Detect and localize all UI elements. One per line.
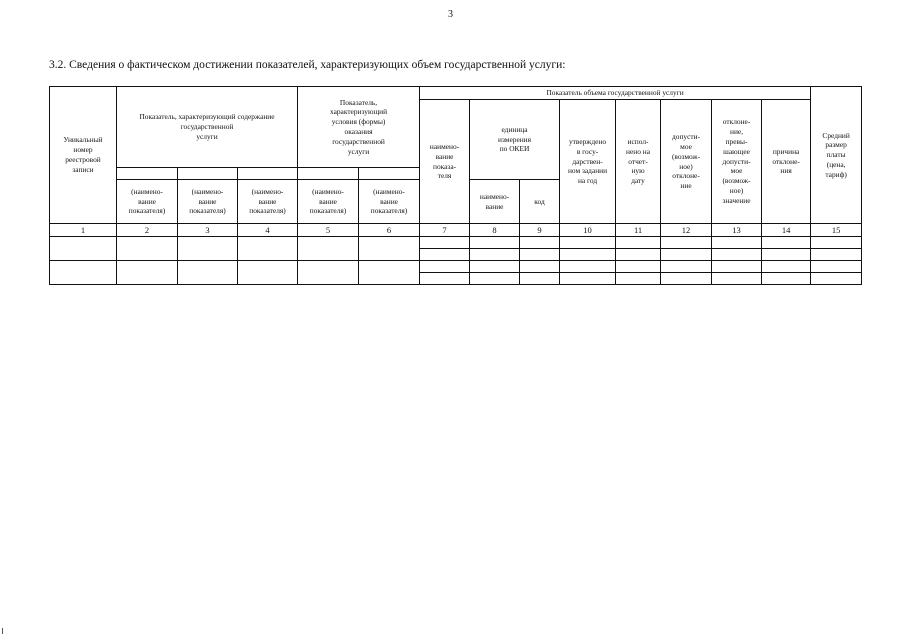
table-cell: [520, 237, 560, 249]
table-cell: [712, 273, 762, 285]
column-number: 6: [359, 224, 420, 237]
table-cell: [520, 261, 560, 273]
table-cell: [50, 261, 117, 285]
header-sub-indicator-name: (наимено- вание показателя): [117, 180, 178, 224]
table-cell: [298, 261, 359, 285]
column-number: 4: [238, 224, 298, 237]
table-cell: [420, 249, 470, 261]
column-number: 3: [178, 224, 238, 237]
table-cell: [616, 273, 661, 285]
table-cell: [470, 237, 520, 249]
table-cell: [560, 237, 616, 249]
table-cell: [712, 237, 762, 249]
table-cell: [616, 261, 661, 273]
header-empty-cell: [178, 168, 238, 180]
table-cell: [470, 261, 520, 273]
header-sub-indicator-name: (наимено- вание показателя): [359, 180, 420, 224]
column-number: 2: [117, 224, 178, 237]
table-cell: [420, 273, 470, 285]
header-empty-cell: [359, 168, 420, 180]
header-conditions-indicator: Показатель, характеризующий условия (формы) оказания государственной услуги: [298, 87, 420, 168]
header-volume-indicator: Показатель объема государственной услуги: [420, 87, 811, 100]
table-cell: [359, 237, 420, 261]
header-indicator-name: наимено- вание показа- теля: [420, 100, 470, 224]
table-cell: [762, 237, 811, 249]
header-sub-indicator-name: (наимено- вание показателя): [298, 180, 359, 224]
table-cell: [762, 273, 811, 285]
column-number: 11: [616, 224, 661, 237]
header-sub-indicator-name: (наимено- вание показателя): [238, 180, 298, 224]
table-cell: [178, 261, 238, 285]
column-number: 9: [520, 224, 560, 237]
header-unit-name: наимено- вание: [470, 180, 520, 224]
table-cell: [117, 261, 178, 285]
column-number: 7: [420, 224, 470, 237]
header-empty-cell: [238, 168, 298, 180]
table-cell: [560, 249, 616, 261]
table-cell: [712, 261, 762, 273]
column-number: 1: [50, 224, 117, 237]
table-cell: [616, 237, 661, 249]
table-cell: [661, 261, 712, 273]
column-number-row: [50, 224, 862, 237]
column-number: 14: [762, 224, 811, 237]
table-cell: [811, 237, 862, 249]
table-cell: [712, 249, 762, 261]
header-approved: утверждено в госу- дарствен- ном задании на год: [560, 100, 616, 224]
header-deviation-reason: причина отклоне- ния: [762, 100, 811, 224]
table-cell: [661, 273, 712, 285]
table-cell: [661, 237, 712, 249]
table-cell: [811, 261, 862, 273]
page-number: 3: [448, 9, 453, 20]
table-cell: [50, 237, 117, 261]
table-cell: [470, 249, 520, 261]
header-exceeding-deviation: отклоне- ние, превы- шающее допусти- мое (возмож- ное) значение: [712, 100, 762, 224]
header-unit-code: код: [520, 180, 560, 224]
header-okei-unit: единица измерения по ОКЕИ: [470, 100, 560, 180]
column-number: 8: [470, 224, 520, 237]
column-number: 12: [661, 224, 712, 237]
table-cell: [560, 273, 616, 285]
column-number: 13: [712, 224, 762, 237]
section-title: 3.2. Сведения о фактическом достижении показателей, характеризующих объем государственной услуги:: [49, 59, 566, 71]
table-cell: [762, 249, 811, 261]
volume-indicators-table: [49, 86, 862, 285]
table-cell: [359, 261, 420, 285]
column-number: 5: [298, 224, 359, 237]
table-cell: [616, 249, 661, 261]
scan-edge-mark: [2, 628, 3, 634]
table-cell: [298, 237, 359, 261]
table-cell: [560, 261, 616, 273]
table-cell: [117, 237, 178, 261]
table-cell: [420, 237, 470, 249]
table-cell: [520, 249, 560, 261]
table-cell: [520, 273, 560, 285]
header-empty-cell: [298, 168, 359, 180]
header-registry-number: Уникальный номер реестровой записи: [50, 87, 117, 224]
table-cell: [470, 273, 520, 285]
table-cell: [661, 249, 712, 261]
header-content-indicator: Показатель, характеризующий содержание государственной услуги: [117, 87, 298, 168]
header-empty-cell: [117, 168, 178, 180]
table-cell: [178, 237, 238, 261]
header-executed: испол- нено на отчет- ную дату: [616, 100, 661, 224]
header-average-fee: Средний размер платы (цена, тариф): [811, 87, 862, 224]
table-cell: [811, 249, 862, 261]
header-allowed-deviation: допусти- мое (возмож- ное) отклоне- ние: [661, 100, 712, 224]
column-number: 10: [560, 224, 616, 237]
table-cell: [762, 261, 811, 273]
table-cell: [238, 261, 298, 285]
column-number: 15: [811, 224, 862, 237]
table-cell: [238, 237, 298, 261]
table-cell: [811, 273, 862, 285]
header-sub-indicator-name: (наимено- вание показателя): [178, 180, 238, 224]
table-cell: [420, 261, 470, 273]
